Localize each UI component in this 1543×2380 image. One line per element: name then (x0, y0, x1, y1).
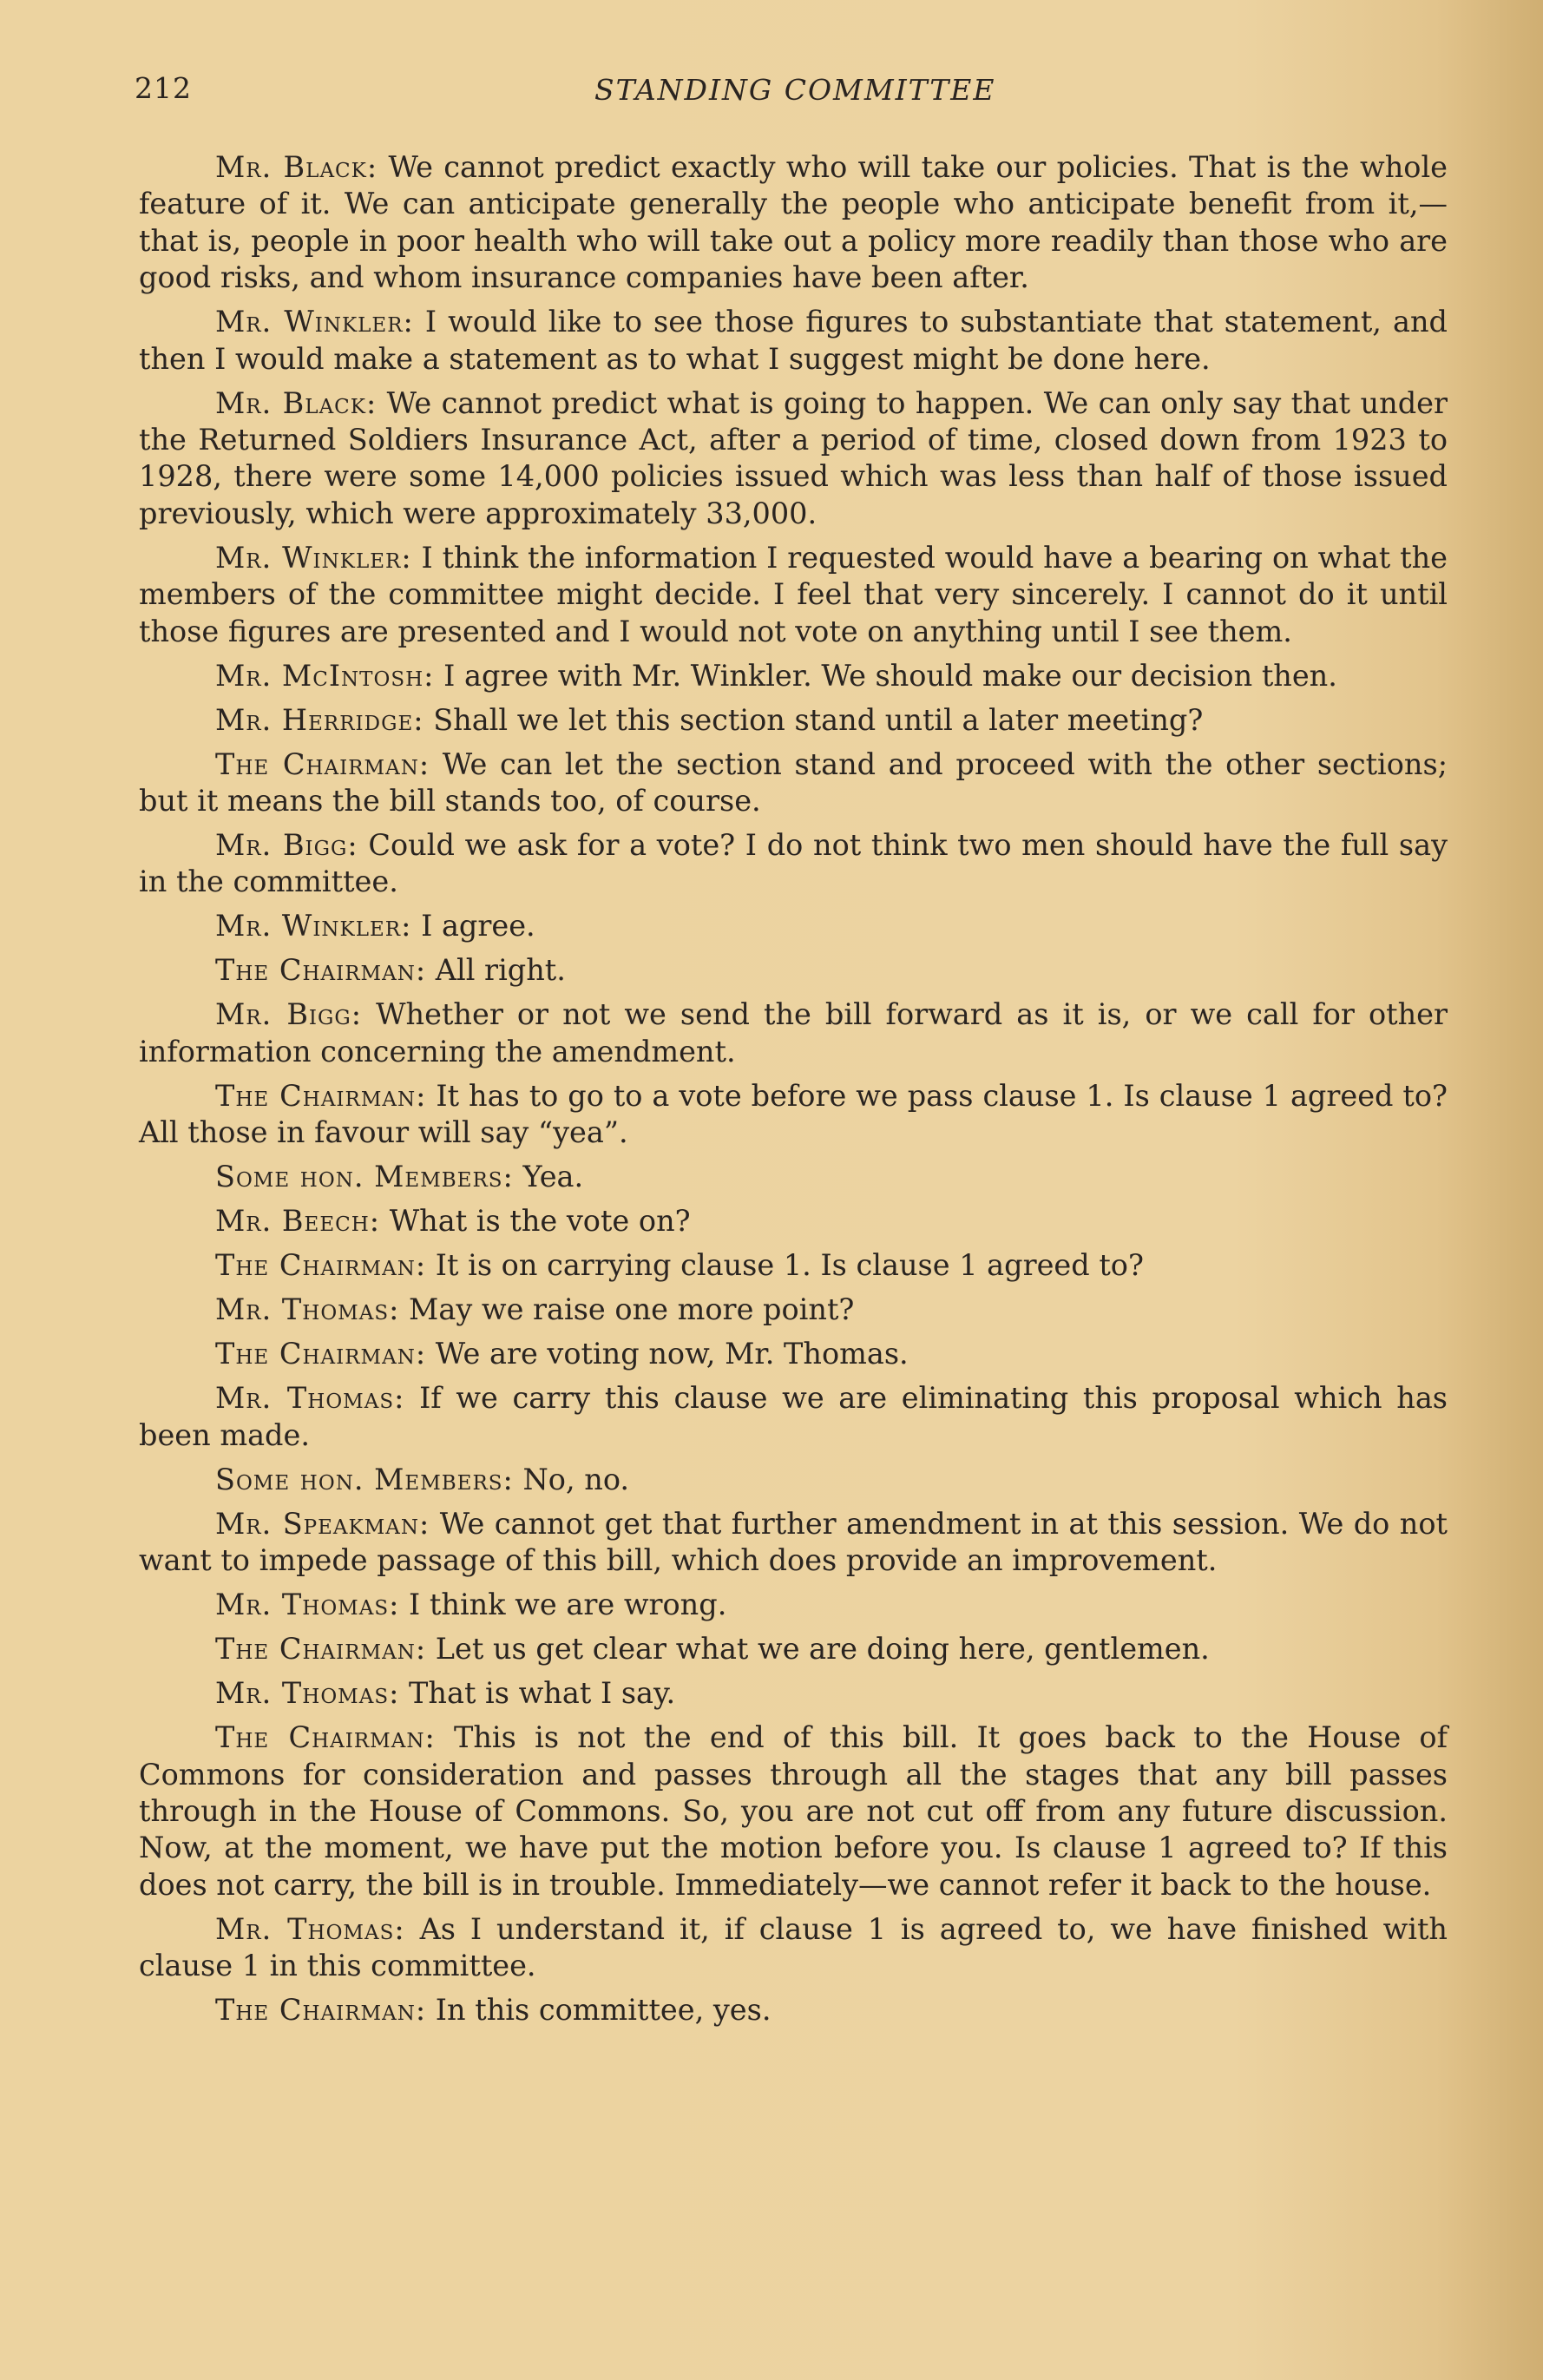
speech-text: Let us get clear what we are doing here, gentlemen. (435, 1632, 1210, 1667)
speaker-name: Mr. Herridge: (215, 702, 424, 737)
speaker-name: Mr. Thomas: (215, 1676, 400, 1711)
speech-text: I agree with Mr. Winkler. We should make our decision then. (443, 658, 1337, 693)
transcript-paragraph (139, 1911, 1448, 1985)
transcript-paragraph (139, 1992, 1448, 2028)
speaker-name: Mr. Thomas: (215, 1381, 405, 1416)
speaker-name: Mr. Black: (215, 150, 378, 184)
transcript-paragraph (139, 1506, 1448, 1580)
running-head (0, 71, 1543, 115)
speaker-name: Some hon. Members: (215, 1160, 514, 1194)
transcript-paragraph (139, 149, 1448, 297)
transcript-paragraph (139, 1159, 1448, 1195)
transcript-body (139, 149, 1448, 2036)
speech-text: May we raise one more point? (409, 1292, 855, 1327)
speech-text: Yea. (522, 1160, 584, 1194)
transcript-paragraph (139, 304, 1448, 378)
speech-text: It has to go to a vote before we pass clause 1. Is clause 1 agreed to? All those in favour will say “yea”. (139, 1078, 1448, 1150)
speaker-name: Mr. Winkler: (215, 909, 412, 943)
transcript-paragraph (139, 1462, 1448, 1498)
speaker-name: The Chairman: (215, 1337, 427, 1371)
speech-text: We cannot predict what is going to happen. We can only say that under the Returned Soldiers Insurance Act, after a period of time, closed down from 1923 to 1928, there were some 14,000 policies issued which was less than half of those issued previously, which were approximately 33,000. (139, 385, 1448, 530)
transcript-paragraph (139, 1675, 1448, 1712)
speech-text: As I understand it, if clause 1 is agreed to, we have finished with clause 1 in this committee. (139, 1911, 1448, 1983)
transcript-paragraph (139, 702, 1448, 739)
running-title: STANDING COMMITTEE (594, 73, 996, 107)
speech-text: This is not the end of this bill. It goes back to the House of Commons for consideration and passes through all the stages that any bill passes through in the House of Commons. So, you are not cut off from any future discussion. Now, at the moment, we have put the motion before you. Is clause 1 agreed to? If this does not carry, the bill is in trouble. Immediately—we cannot refer it back to the house. (139, 1720, 1448, 1902)
speaker-name: The Chairman: (215, 746, 430, 781)
speech-text: What is the vote on? (389, 1204, 691, 1239)
speaker-name: The Chairman: (215, 953, 427, 988)
speaker-name: Mr. Winkler: (215, 540, 412, 575)
speech-text: Shall we let this section stand until a later meeting? (433, 702, 1204, 737)
speaker-name: Mr. Thomas: (215, 1292, 400, 1327)
speaker-name: Mr. Winkler: (215, 305, 414, 339)
speaker-name: Mr. McIntosh: (215, 658, 435, 693)
speaker-name: Mr. Thomas: (215, 1911, 405, 1946)
transcript-paragraph (139, 952, 1448, 989)
speaker-name: The Chairman: (215, 1078, 427, 1113)
transcript-paragraph (139, 1719, 1448, 1903)
speech-text: We can let the section stand and proceed with the other sections; but it means the bill stands too, of course. (139, 746, 1448, 819)
speech-text: We cannot get that further amendment in at this session. We do not want to impede passage of this bill, which does provide an improvement. (139, 1506, 1448, 1578)
speech-text: I agree. (421, 909, 535, 943)
speaker-name: Mr. Bigg: (215, 828, 358, 863)
speaker-name: Mr. Black: (215, 385, 378, 420)
transcript-paragraph (139, 1336, 1448, 1372)
speech-text: In this committee, yes. (435, 1993, 772, 2028)
speaker-name: The Chairman: (215, 1632, 427, 1667)
speech-text: We are voting now, Mr. Thomas. (435, 1337, 909, 1371)
transcript-paragraph (139, 1203, 1448, 1239)
speaker-name: The Chairman: (215, 1720, 436, 1755)
page-number: 212 (135, 71, 192, 105)
speech-text: Whether or not we send the bill forward as it is, or we call for other information concerning the amendment. (139, 997, 1448, 1068)
speech-text: That is what I say. (409, 1676, 676, 1711)
speech-text: I think the information I requested would have a bearing on what the members of the committee might decide. I feel that very sincerely. I cannot do it until those figures are presented and I would not vote on anything until I see them. (139, 540, 1448, 648)
speech-text: It is on carrying clause 1. Is clause 1 agreed to? (435, 1248, 1144, 1283)
transcript-paragraph (139, 540, 1448, 650)
speaker-name: Mr. Bigg: (215, 997, 363, 1032)
transcript-paragraph (139, 746, 1448, 820)
speaker-name: Some hon. Members: (215, 1462, 514, 1496)
transcript-paragraph (139, 1078, 1448, 1152)
speech-text: All right. (435, 953, 566, 988)
speaker-name: Mr. Thomas: (215, 1588, 400, 1622)
transcript-paragraph (139, 1631, 1448, 1667)
transcript-paragraph (139, 385, 1448, 533)
transcript-paragraph (139, 908, 1448, 944)
speaker-name: The Chairman: (215, 1993, 427, 2028)
transcript-paragraph (139, 1247, 1448, 1284)
transcript-paragraph (139, 996, 1448, 1070)
speech-text: If we carry this clause we are eliminating this proposal which has been made. (139, 1381, 1448, 1452)
speech-text: We cannot predict exactly who will take our policies. That is the whole feature of it. We can anticipate generally the people who anticipate benefit from it,—that is, people in poor health who will take out a policy more readily than those who are good risks, and whom insurance companies have been after. (139, 150, 1448, 295)
transcript-paragraph (139, 658, 1448, 694)
speech-text: I would like to see those figures to substantiate that statement, and then I would make a statement as to what I suggest might be done here. (139, 305, 1448, 376)
speech-text: No, no. (522, 1462, 630, 1496)
transcript-paragraph (139, 827, 1448, 901)
speaker-name: The Chairman: (215, 1248, 427, 1283)
speaker-name: Mr. Speakman: (215, 1506, 430, 1541)
speaker-name: Mr. Beech: (215, 1204, 381, 1239)
speech-text: I think we are wrong. (409, 1588, 727, 1622)
speech-text: Could we ask for a vote? I do not think two men should have the full say in the committee. (139, 828, 1448, 899)
transcript-paragraph (139, 1587, 1448, 1623)
transcript-paragraph (139, 1292, 1448, 1328)
transcript-paragraph (139, 1380, 1448, 1454)
